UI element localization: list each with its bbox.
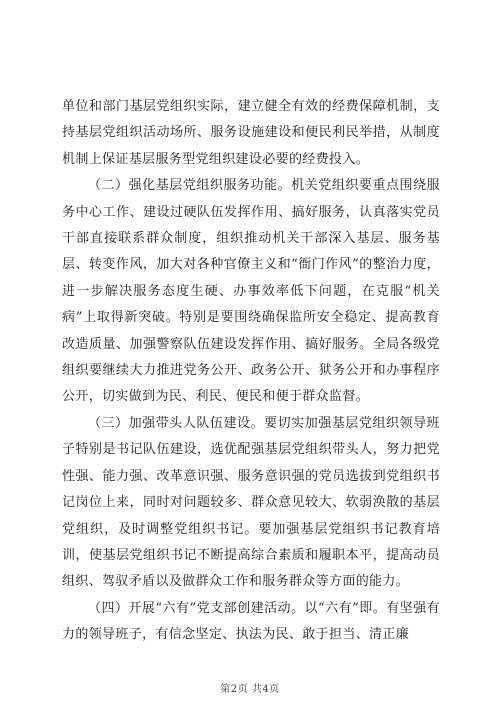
page-number-footer: 第2页 共4页 (220, 684, 280, 695)
paragraph-section-four: （四）开展“六有”党支部创建活动。以“六有”即。有坚强有力的领导班子，有信念坚定、执法为民、敢于担当、清正廉 (62, 600, 440, 643)
paragraph-continuation: 单位和部门基层党组织实际，建立健全有效的经费保障机制，支持基层党组织活动场所、服务设施建设和便民利民举措，从制度机制上保证基层服务型党组织建设必要的经费投入。 (62, 99, 440, 167)
paragraph-section-three: （三）加强带头人队伍建设。要切实加强基层党组织领导班子特别是书记队伍建设，选优配强基层党组织带头人，努力把党性强、能力强、改革意识强、服务意识强的党员选拔到党组织书记岗位上来，同时对问题较多、群众意见较大、软弱涣散的基层党组织，及时调整党组织书记。要加强基层党组织书记教育培训，使基层党组织书记不断提高综合素质和履职本平，提高动员组织、驾驭矛盾以及做群众工作和服务群众等方面的能力。 (62, 415, 440, 590)
document-body (62, 94, 440, 649)
paragraph-section-two: （二）强化基层党组织服务功能。机关党组织要重点围绕服务中心工作、建设过硬队伍发挥作用、搞好服务，认真落实党员干部直接联系群众制度，组织推动机关干部深入基层、服务基层、转变作风，加大对各种官僚主义和“衙门作风”的整治力度，进一步解决服务态度生硬、办事效率低下问题，在克服“机关病”上取得新突破。特别是要围绕确保监所安全稳定、提高教育改造质量、加强警察队伍建设发挥作用、搞好服务。全局各级党组织要继续大力推进党务公开、政务公开、狱务公开和办事程序公开，切实做到为民、利民、便民和便于群众监督。 (62, 178, 440, 405)
